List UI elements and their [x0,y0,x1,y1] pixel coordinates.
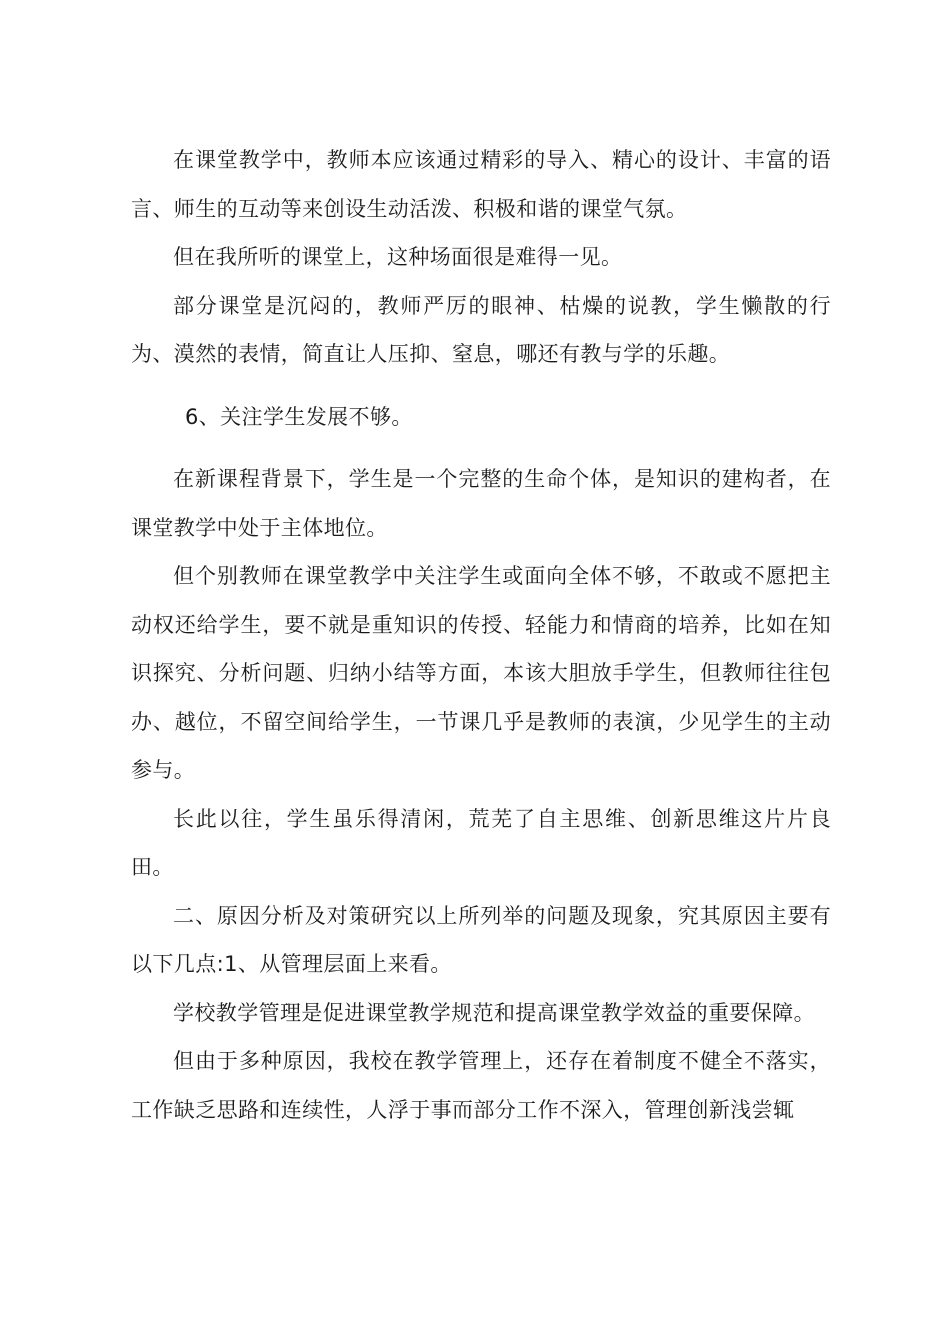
paragraph-teaching-management: 学校教学管理是促进课堂教学规范和提高课堂教学效益的重要保障。 [173,1000,815,1025]
section-heading-student-development: 6、关注学生发展不够。 [185,404,413,429]
paragraph-rarely-seen: 但在我所听的课堂上，这种场面很是难得一见。 [173,245,623,269]
paragraph-cause-analysis: 二、原因分析及对策研究以上所列举的问题及现象，究其原因主要有以下几点:1、从管理层面上来看。 [131,903,831,976]
paragraph-long-term-effect: 长此以往，学生虽乐得清闲，荒芜了自主思维、创新思维这片片良田。 [131,806,831,879]
paragraph-management-issues: 但由于多种原因，我校在教学管理上，还存在着制度不健全不落实，工作缺乏思路和连续性，人浮于事而部分工作不深入，管理创新浅尝辄 [131,1049,831,1122]
paragraph-teacher-focus: 但个别教师在课堂教学中关注学生或面向全体不够，不敢或不愿把主动权还给学生，要不就是重知识的传授、轻能力和情商的培养，比如在知识探究、分析问题、归纳小结等方面，本该大胆放手学生，但教师往往包办、越位，不留空间给学生，一节课几乎是教师的表演，少见学生的主动参与。 [131,564,831,782]
document-body [131,136,831,1134]
paragraph-dull-classroom: 部分课堂是沉闷的，教师严厉的眼神、枯燥的说教，学生懒散的行为、漠然的表情，简直让人压抑、窒息，哪还有教与学的乐趣。 [131,293,831,366]
paragraph-new-curriculum: 在新课程背景下，学生是一个完整的生命个体，是知识的建构者，在课堂教学中处于主体地位。 [131,467,831,540]
paragraph-classroom-atmosphere: 在课堂教学中，教师本应该通过精彩的导入、精心的设计、丰富的语言、师生的互动等来创设生动活泼、积极和谐的课堂气氛。 [131,148,831,221]
